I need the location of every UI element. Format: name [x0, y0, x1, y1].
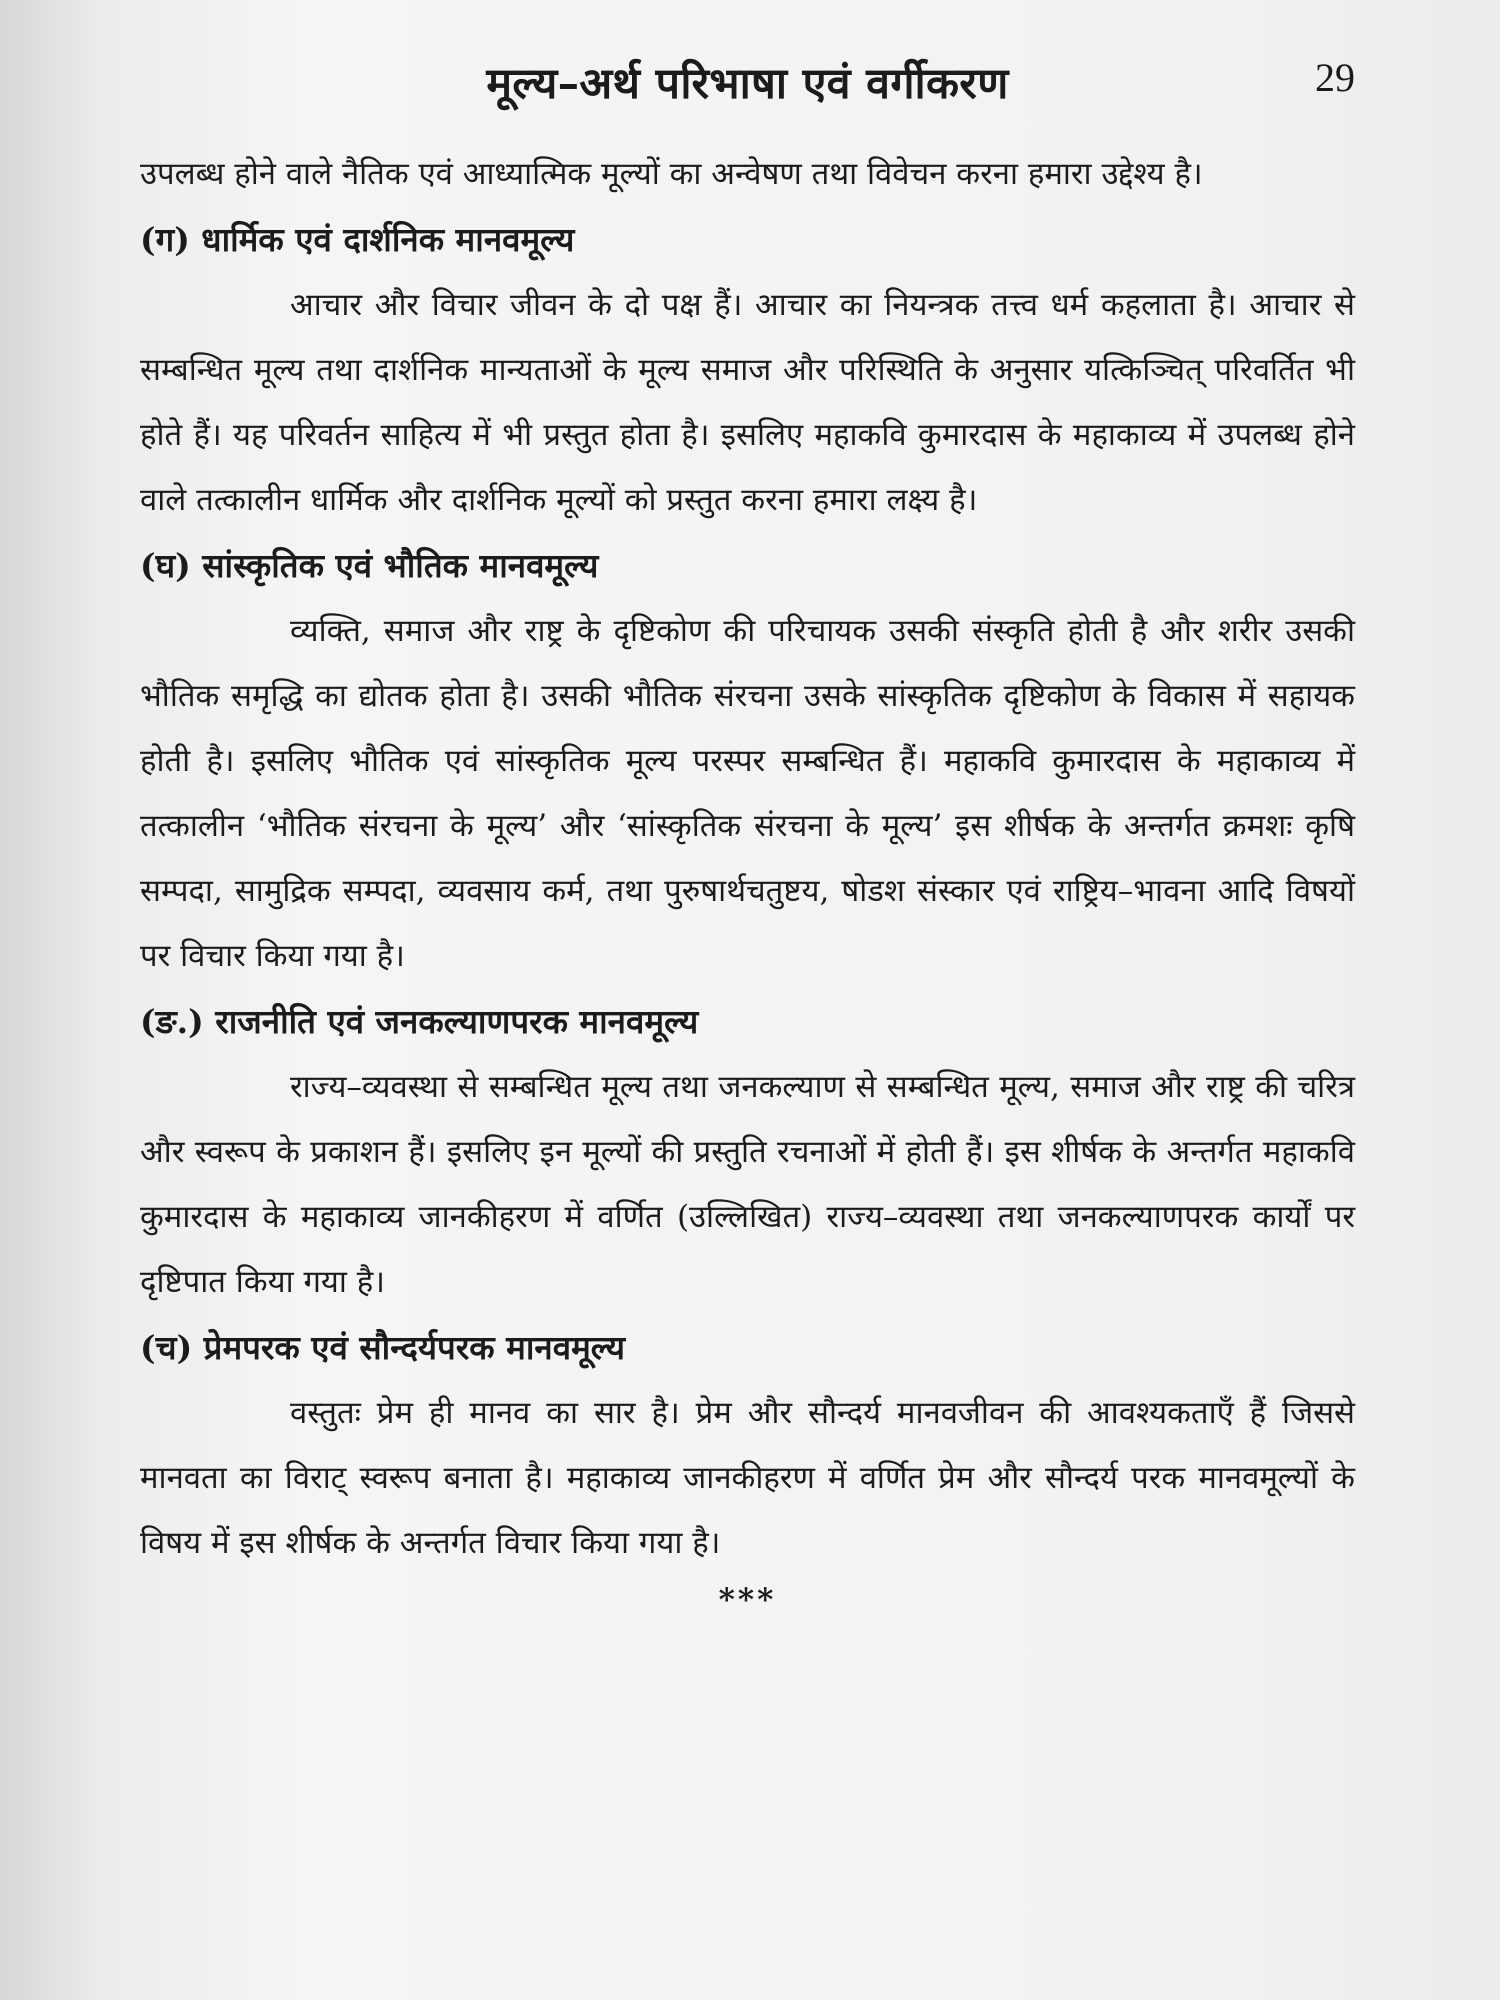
section-heading-love-beauty: (च) प्रेमपरक एवं सौन्दर्यपरक मानवमूल्य [140, 1328, 626, 1367]
section-text-cultural-material: व्यक्ति, समाज और राष्ट्र के दृष्टिकोण की परिचायक उसकी संस्कृति होती है और शरीर उसकी भौतिक समृद्धि का द्योतक होता है। उसकी भौतिक संरचना उसके सांस्कृतिक दृष्टिकोण के विकास में सहायक होती है। इसलिए भौतिक एवं सांस्कृतिक मूल्य परस्पर सम्बन्धित हैं। महाकवि कुमारदास के महाकाव्य में तत्कालीन ‘भौतिक संरचना के मूल्य’ और ‘सांस्कृतिक संरचना के मूल्य’ इस शीर्षक के अन्तर्गत क्रमशः कृषि सम्पदा, सामुद्रिक सम्पदा, व्यवसाय कर्म, तथा पुरुषार्थचतुष्टय, षोडश संस्कार एवं राष्ट्रिय–भावना आदि विषयों पर विचार किया गया है। [140, 613, 1355, 974]
section-heading-religious-philosophical: (ग) धार्मिक एवं दार्शनिक मानवमूल्य [140, 220, 575, 259]
end-mark: *** [718, 1582, 777, 1618]
page-content [140, 142, 1355, 1618]
section-text-love-beauty: वस्तुतः प्रेम ही मानव का सार है। प्रेम और सौन्दर्य मानवजीवन की आवश्यकताएँ हैं जिससे मानवता का विराट् स्वरूप बनाता है। महाकाव्य जानकीहरण में वर्णित प्रेम और सौन्दर्य परक मानवमूल्यों के विषय में इस शीर्षक के अन्तर्गत विचार किया गया है। [140, 1395, 1355, 1561]
page-header [140, 52, 1355, 124]
section-text-religious-philosophical: आचार और विचार जीवन के दो पक्ष हैं। आचार का नियन्त्रक तत्त्व धर्म कहलाता है। आचार से सम्बन्धित मूल्य तथा दार्शनिक मान्यताओं के मूल्य समाज और परिस्थिति के अनुसार यत्किञ्चित् परिवर्तित भी होते हैं। यह परिवर्तन साहित्य में भी प्रस्तुत होता है। इसलिए महाकवि कुमारदास के महाकाव्य में उपलब्ध होने वाले तत्कालीन धार्मिक और दार्शनिक मूल्यों को प्रस्तुत करना हमारा लक्ष्य है। [140, 287, 1355, 518]
page-number: 29 [1315, 55, 1355, 100]
running-title: मूल्य–अर्थ परिभाषा एवं वर्गीकरण [486, 59, 1009, 109]
section-heading-political-welfare: (ङ.) राजनीति एवं जनकल्याणपरक मानवमूल्य [140, 1002, 699, 1041]
intro-paragraph: उपलब्ध होने वाले नैतिक एवं आध्यात्मिक मूल्यों का अन्वेषण तथा विवेचन करना हमारा उद्देश्य है। [140, 156, 1203, 192]
page-body [140, 52, 1355, 1618]
section-text-political-welfare: राज्य–व्यवस्था से सम्बन्धित मूल्य तथा जनकल्याण से सम्बन्धित मूल्य, समाज और राष्ट्र की चरित्र और स्वरूप के प्रकाशन हैं। इसलिए इन मूल्यों की प्रस्तुति रचनाओं में होती हैं। इस शीर्षक के अन्तर्गत महाकवि कुमारदास के महाकाव्य जानकीहरण में वर्णित (उल्लिखित) राज्य–व्यवस्था तथा जनकल्याणपरक कार्यों पर दृष्टिपात किया गया है। [140, 1069, 1355, 1300]
section-heading-cultural-material: (घ) सांस्कृतिक एवं भौतिक मानवमूल्य [140, 546, 599, 585]
